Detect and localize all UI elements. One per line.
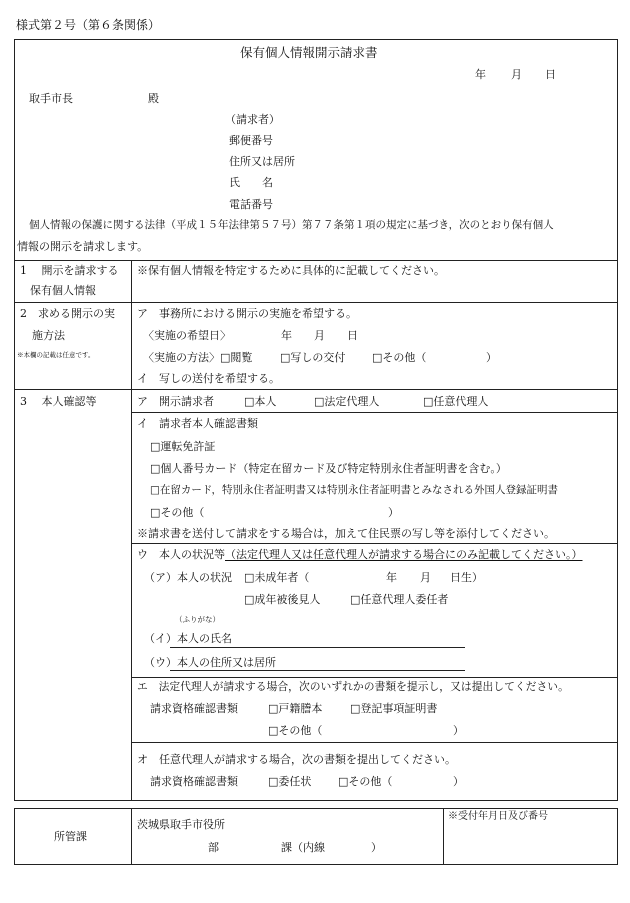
section3u-name-line[interactable] [170,647,465,648]
section3u-heading [137,548,583,561]
section2-date-month: 月 [314,329,325,342]
section2-date-label: 〈実施の希望日〉 [143,329,231,342]
divider-3e [131,742,618,743]
divider-3a [131,412,618,413]
section3u-furigana: （ふりがな） [175,615,220,624]
section3i-heading: イ 請求者本人確認書類 [137,417,258,430]
footer-receipt: ※受付年月日及び番号 [448,811,548,822]
section2-opt-other-close: ） [486,351,497,364]
requester-heading: （請求者） [225,113,280,126]
section3u-month: 月 [420,571,431,584]
section3u-minor[interactable]: □未成年者（ [244,571,310,584]
form-number: 様式第２号（第６条関係） [16,18,161,32]
section3i-other-close: ） [388,506,399,519]
date-day: 日 [545,68,556,81]
section3a-label: ア 開示請求者 [137,395,214,408]
section3a-self[interactable]: □本人 [244,395,277,408]
intro-line-2: 情報の開示を請求します。 [17,240,149,253]
section2-date-day: 日 [347,329,358,342]
footer-ka-close: ） [371,841,382,854]
footer-divider-2 [443,808,444,865]
section3o-docs-label: 請求資格確認書類 [150,775,238,788]
section2-optional-note: ※本欄の記載は任意です。 [17,351,95,359]
form-title: 保有個人情報開示請求書 [240,45,378,60]
section3e-registry[interactable]: □登記事項証明書 [350,702,438,715]
section3a-voluntary[interactable]: □任意代理人 [423,395,489,408]
requester-postal-code[interactable]: 郵便番号 [229,134,273,147]
section1-note: ※保有個人情報を特定するために具体的に記載してください。 [137,264,445,277]
section3u-principal[interactable]: □任意代理人委任者 [350,593,449,606]
section3e-docs-label: 請求資格確認書類 [150,702,238,715]
intro-line-1: 個人情報の保護に関する法律（平成１５年法律第５７号）第７７条第１項の規定に基づき，次のとおり保有個人 [29,219,554,231]
section3u-birth: 日生） [450,571,483,584]
section3e-heading: エ 法定代理人が請求する場合，次のいずれかの書類を提示し，又は提出してください。 [137,680,569,693]
column-divider [131,260,132,801]
section3i-other[interactable]: □その他（ [150,506,205,519]
requester-address[interactable]: 住所又は居所 [229,155,295,168]
divider-3u [131,677,618,678]
section3e-other[interactable]: □その他（ [268,724,323,737]
section2-opt-other[interactable]: □その他（ [372,351,427,364]
footer-dept-label: 所管課 [54,830,87,843]
section3a-legal[interactable]: □法定代理人 [314,395,380,408]
section3u-heading-b: （法定代理人又は任意代理人が請求する場合にのみ記載してください。） [225,548,583,561]
section3o-power-of-attorney[interactable]: □委任状 [268,775,312,788]
section3u-address-line[interactable] [170,670,465,671]
section3u-status-label: （ア）本人の状況 [144,571,232,584]
section3o-heading: オ 任意代理人が請求する場合，次の書類を提出してください。 [137,753,456,766]
date-year: 年 [475,68,486,81]
requester-phone[interactable]: 電話番号 [229,198,273,211]
footer-bu: 部 [208,841,219,854]
section3-label: 3 本人確認等 [20,395,97,408]
section3i-license[interactable]: □運転免許証 [150,440,216,453]
section2-method-label: 〈実施の方法〉 [143,351,220,364]
section1-label-2: 保有個人情報 [30,284,96,297]
footer-divider-1 [131,808,132,865]
section3i-note: ※請求書を送付して請求をする場合は，加えて住民票の写し等を添付してください。 [137,527,555,540]
section3o-other-close: ） [453,775,464,788]
section3u-heading-a: ウ 本人の状況等 [137,548,225,561]
section2-option-a[interactable]: ア 事務所における開示の実施を希望する。 [137,307,357,320]
divider-3i [131,543,618,544]
section3u-address-label: （ウ）本人の住所又は居所 [144,656,276,669]
divider-section3 [14,389,618,390]
section3u-name-label: （イ）本人の氏名 [144,632,232,645]
section3i-mynumber[interactable]: □個人番号カード（特定在留カード及び特定特別永住者証明書を含む。） [150,462,507,475]
section3u-ward[interactable]: □成年被後見人 [244,593,321,606]
section2-date-year: 年 [281,329,292,342]
requester-name[interactable]: 氏 名 [229,176,273,189]
section3o-other[interactable]: □その他（ [338,775,393,788]
section3u-year: 年 [386,571,397,584]
divider-section2 [14,302,618,303]
section3i-residence[interactable]: □在留カード，特別永住者証明書又は特別永住者証明書とみなされる外国人登録証明書 [150,484,558,496]
section3e-other-close: ） [453,724,464,737]
section2-label-1: 2 求める開示の実 [20,307,115,320]
section3e-family-register[interactable]: □戸籍謄本 [268,702,323,715]
footer-ka: 課（内線 [281,841,325,854]
section2-option-i[interactable]: イ 写しの送付を希望する。 [137,372,280,385]
footer-office: 茨城県取手市役所 [137,818,225,831]
addressee-name: 取手市長 [29,92,73,105]
section1-label-1: 1 開示を請求する [20,264,119,277]
section2-opt-copy[interactable]: □写しの交付 [280,351,346,364]
divider-section1 [14,260,618,261]
addressee-honorific: 殿 [148,92,159,105]
section2-label-2: 施方法 [32,329,65,342]
date-month: 月 [511,68,522,81]
section2-opt-view[interactable]: □閲覧 [220,351,253,364]
